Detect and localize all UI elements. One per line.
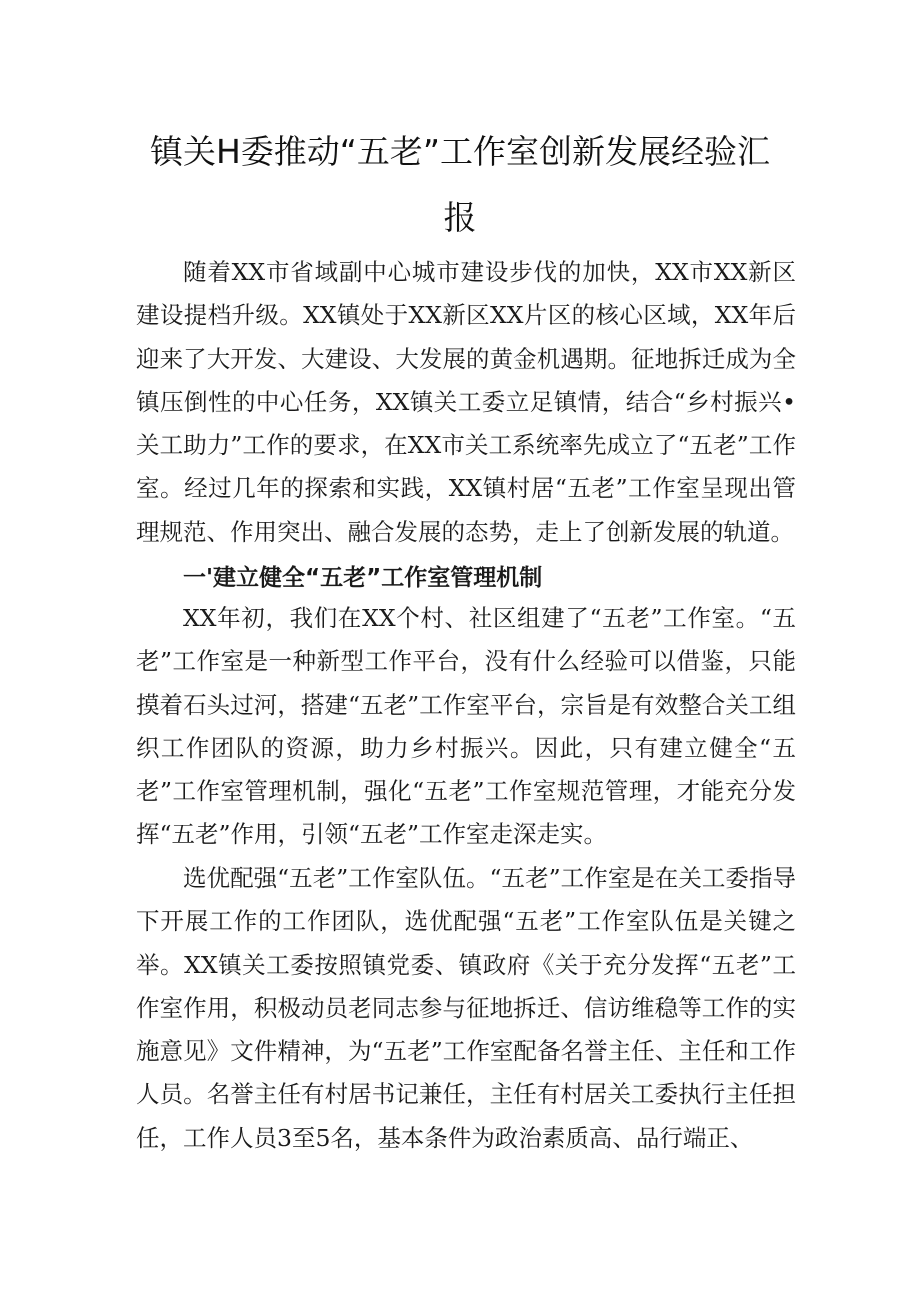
- document-title-line-2: 报: [443, 198, 477, 237]
- document-title-line-1: 镇关H委推动“五老”工作室创新发展经验汇: [149, 132, 770, 171]
- paragraph-intro: 随着XX市省域副中心城市建设步伐的加快，XX市XX新区建设提档升级。XX镇处于XX新区XX片区的核心区域，XX年后迎来了大开发、大建设、大发展的黄金机遇期。征地拆迁成为全镇压倒性的中心任务，XX镇关工委立足镇情，结合“乡村振兴•关工助力”工作的要求，在XX市关工系统率先成立了“五老”工作室。经过几年的探索和实践，XX镇村居“五老”工作室呈现出管理规范、作用突出、融合发展的态势，走上了创新发展的轨道。: [136, 258, 796, 546]
- paragraph-team: 选优配强“五老”工作室队伍。“五老”工作室是在关工委指导下开展工作的工作团队，选优配强“五老”工作室队伍是关键之举。XX镇关工委按照镇党委、镇政府《关于充分发挥“五老”工作室作用，积极动员老同志参与征地拆迁、信访维稳等工作的实施意见》文件精神，为“五老”工作室配备名誉主任、主任和工作人员。名誉主任有村居书记兼任，主任有村居关工委执行主任担任，工作人员3至5名，基本条件为政治素质高、品行端正、: [136, 864, 796, 1152]
- section-heading-1: 一'建立健全“五老”工作室管理机制: [183, 565, 543, 591]
- paragraph-section-1: XX年初，我们在XX个村、社区组建了“五老”工作室。“五老”工作室是一种新型工作平台，没有什么经验可以借鉴，只能摸着石头过河，搭建“五老”工作室平台，宗旨是有效整合关工组织工作团队的资源，助力乡村振兴。因此，只有建立健全“五老”工作室管理机制，强化“五老”工作室规范管理，才能充分发挥“五老”作用，引领“五老”工作室走深走实。: [136, 604, 796, 849]
